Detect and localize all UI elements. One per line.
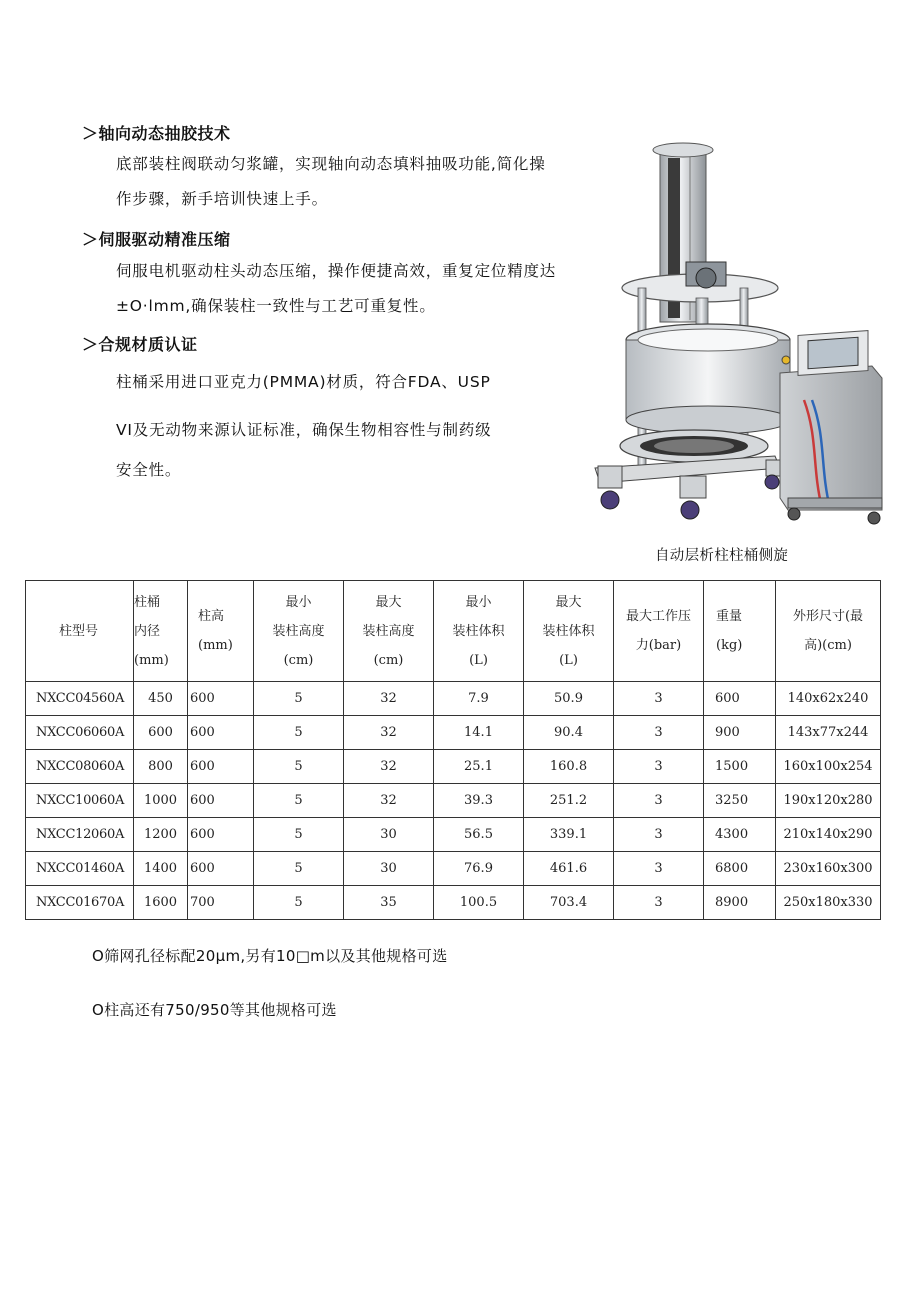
header-column-height-line: 柱高 — [198, 609, 225, 624]
table-cell: 56.5 — [434, 818, 524, 852]
table-cell: NXCC10060A — [26, 784, 134, 818]
header-column-height-line: (mm) — [198, 638, 233, 653]
header-max-pressure-line: 力(bar) — [635, 638, 682, 653]
table-cell: 90.4 — [524, 716, 614, 750]
header-model — [26, 581, 134, 682]
table-cell: NXCC12060A — [26, 818, 134, 852]
table-cell: 143x77x244 — [776, 716, 881, 750]
table-cell: 4300 — [704, 818, 776, 852]
table-cell: 140x62x240 — [776, 682, 881, 716]
feature-text-material-line3: 安全性。 — [116, 461, 182, 479]
note-mesh-size: O筛网孔径标配20μm,另有10□m以及其他规格可选 — [92, 947, 448, 965]
table-cell: 461.6 — [524, 852, 614, 886]
table-cell: 8900 — [704, 886, 776, 920]
table-cell: 3 — [614, 784, 704, 818]
header-max-pack-volume-line: 最大 — [555, 594, 582, 610]
feature-title-servo: ＞伺服驱动精准压缩 — [82, 230, 231, 249]
spec-table — [25, 580, 881, 920]
table-row — [26, 818, 881, 852]
table-cell: 3 — [614, 750, 704, 784]
feature-title-material: ＞合规材质认证 — [82, 335, 198, 354]
table-cell: 3 — [614, 682, 704, 716]
table-row — [26, 682, 881, 716]
table-cell: NXCC04560A — [26, 682, 134, 716]
table-cell: 3 — [614, 886, 704, 920]
table-cell: 6800 — [704, 852, 776, 886]
table-cell: 5 — [254, 784, 344, 818]
chromatography-column-image — [590, 138, 890, 533]
table-cell: 5 — [254, 818, 344, 852]
table-cell: 32 — [344, 716, 434, 750]
feature-title-axial: ＞轴向动态抽胶技术 — [82, 124, 231, 143]
table-cell: NXCC01670A — [26, 886, 134, 920]
table-row — [26, 886, 881, 920]
table-cell: 210x140x290 — [776, 818, 881, 852]
table-cell: NXCC01460A — [26, 852, 134, 886]
header-weight — [704, 581, 776, 682]
table-cell: 600 — [134, 716, 188, 750]
header-min-pack-volume — [434, 581, 524, 682]
header-dimensions — [776, 581, 881, 682]
header-min-pack-height-line: 装柱高度 — [272, 623, 325, 639]
table-cell: 160.8 — [524, 750, 614, 784]
table-cell: 30 — [344, 852, 434, 886]
table-cell: 700 — [188, 886, 254, 920]
header-min-pack-volume-line: 装柱体积 — [452, 623, 505, 639]
feature-text-material-line2: VI及无动物来源认证标准，确保生物相容性与制药级 — [116, 421, 492, 439]
table-cell: 3 — [614, 716, 704, 750]
table-cell: 39.3 — [434, 784, 524, 818]
table-cell: 100.5 — [434, 886, 524, 920]
header-max-pack-volume-line: (L) — [559, 652, 578, 668]
table-header-row — [26, 581, 881, 682]
table-cell: 32 — [344, 784, 434, 818]
feature-text-servo-line2: ±O·lmm,确保装柱一致性与工艺可重复性。 — [116, 297, 436, 315]
table-cell: NXCC08060A — [26, 750, 134, 784]
header-max-pack-volume — [524, 581, 614, 682]
table-cell: 32 — [344, 750, 434, 784]
header-min-pack-volume-line: (L) — [469, 652, 488, 668]
header-min-pack-volume-line: 最小 — [465, 594, 492, 610]
header-min-pack-height-line: (cm) — [283, 652, 314, 668]
header-dimensions-line: 高)(cm) — [804, 638, 852, 653]
table-cell: 600 — [188, 716, 254, 750]
header-max-pack-height-line: (cm) — [373, 652, 404, 668]
header-inner-diameter — [134, 581, 188, 682]
table-cell: 1600 — [134, 886, 188, 920]
table-cell: 160x100x254 — [776, 750, 881, 784]
header-inner-diameter-line: 内径 — [134, 623, 161, 639]
header-max-pack-height-line: 装柱高度 — [362, 623, 415, 639]
feature-text-axial-line1: 底部装柱阀联动匀浆罐，实现轴向动态填料抽吸功能,简化操 — [116, 155, 546, 173]
table-cell: 251.2 — [524, 784, 614, 818]
header-column-height — [188, 581, 254, 682]
header-max-pack-height-line: 最大 — [375, 594, 402, 610]
table-cell: 35 — [344, 886, 434, 920]
table-cell: 7.9 — [434, 682, 524, 716]
table-cell: 230x160x300 — [776, 852, 881, 886]
table-cell: 32 — [344, 682, 434, 716]
table-cell: 3 — [614, 852, 704, 886]
table-cell: 900 — [704, 716, 776, 750]
table-cell: 339.1 — [524, 818, 614, 852]
table-row — [26, 716, 881, 750]
table-cell: 703.4 — [524, 886, 614, 920]
header-model-line: 柱型号 — [59, 623, 99, 639]
table-cell: 5 — [254, 750, 344, 784]
table-cell: 600 — [188, 852, 254, 886]
table-cell: 600 — [188, 818, 254, 852]
header-max-pack-height — [344, 581, 434, 682]
table-cell: 25.1 — [434, 750, 524, 784]
table-body — [26, 682, 881, 920]
table-cell: 1000 — [134, 784, 188, 818]
table-cell: 1200 — [134, 818, 188, 852]
header-inner-diameter-line: 柱桶 — [134, 594, 161, 610]
table-cell: 600 — [188, 750, 254, 784]
table-cell: 450 — [134, 682, 188, 716]
table-cell: 30 — [344, 818, 434, 852]
table-cell: 5 — [254, 886, 344, 920]
feature-text-axial-line2: 作步骤，新手培训快速上手。 — [116, 190, 328, 208]
table-row — [26, 784, 881, 818]
header-min-pack-height-line: 最小 — [285, 594, 312, 610]
table-cell: 14.1 — [434, 716, 524, 750]
table-cell: NXCC06060A — [26, 716, 134, 750]
table-cell: 5 — [254, 682, 344, 716]
table-cell: 600 — [188, 784, 254, 818]
table-cell: 1400 — [134, 852, 188, 886]
table-row — [26, 750, 881, 784]
header-dimensions-line: 外形尺寸(最 — [792, 609, 864, 624]
table-cell: 5 — [254, 716, 344, 750]
header-min-pack-height — [254, 581, 344, 682]
table-cell: 3 — [614, 818, 704, 852]
header-max-pressure-line: 最大工作压 — [625, 609, 691, 624]
table-row — [26, 852, 881, 886]
header-weight-line: (kg) — [716, 638, 743, 653]
table-cell: 190x120x280 — [776, 784, 881, 818]
header-inner-diameter-line: (mm) — [134, 652, 169, 668]
table-cell: 3250 — [704, 784, 776, 818]
note-column-height: O柱高还有750/950等其他规格可选 — [92, 1001, 337, 1019]
table-cell: 600 — [188, 682, 254, 716]
table-cell: 1500 — [704, 750, 776, 784]
table-cell: 50.9 — [524, 682, 614, 716]
feature-text-servo-line1: 伺服电机驱动柱头动态压缩，操作便捷高效，重复定位精度达 — [116, 262, 557, 280]
table-cell: 76.9 — [434, 852, 524, 886]
feature-text-material-line1: 柱桶采用进口亚克力(PMMA)材质，符合FDA、USP — [116, 373, 491, 391]
table-cell: 5 — [254, 852, 344, 886]
header-max-pack-volume-line: 装柱体积 — [542, 623, 595, 639]
table-cell: 250x180x330 — [776, 886, 881, 920]
table-cell: 600 — [704, 682, 776, 716]
header-weight-line: 重量 — [716, 609, 743, 624]
figure-caption: 自动层析柱柱桶侧旋 — [655, 548, 789, 564]
table-cell: 800 — [134, 750, 188, 784]
header-max-pressure — [614, 581, 704, 682]
